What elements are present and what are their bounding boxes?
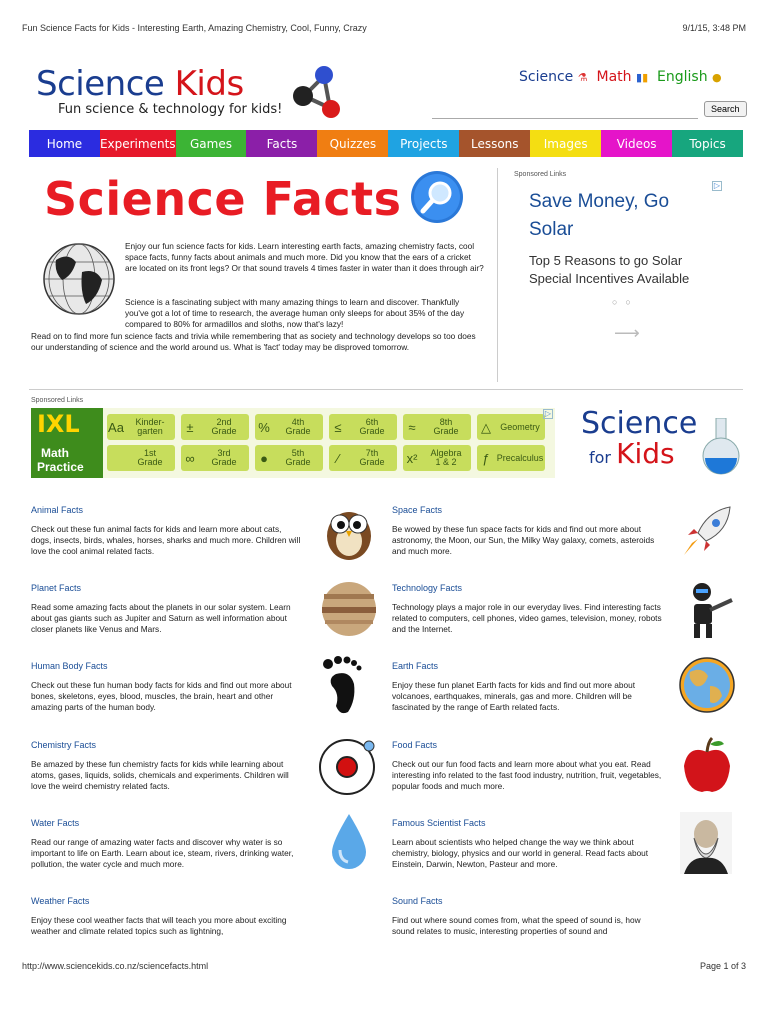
ixl-cell-label bbox=[495, 423, 545, 432]
fact-link-water-facts[interactable]: Water Facts bbox=[31, 818, 80, 828]
ixl-brand-panel bbox=[31, 408, 103, 478]
intro-paragraph-3: Read on to find more fun science facts and trivia while remembering that as society and technology develops so too does our understanding of science and the world around us. What is 'fact' today may be disproved tomorrow. bbox=[31, 331, 476, 353]
ixl-practice-label: Practice bbox=[37, 460, 84, 474]
ixl-banner[interactable] bbox=[31, 408, 555, 478]
section-divider bbox=[29, 389, 743, 390]
nav-quizzes[interactable]: Quizzes bbox=[317, 130, 388, 157]
fact-description: Enjoy these fun planet Earth facts for kids and find out more about volcanoes, earthquakes, minerals, gas and more. Children will be fascinated by the range of Earth related facts. bbox=[392, 680, 636, 712]
ixl-cell[interactable] bbox=[107, 414, 175, 440]
ixl-cell-icon: ± bbox=[186, 419, 194, 435]
earth-icon bbox=[678, 656, 736, 714]
ad-pager-dots[interactable]: ○○ bbox=[612, 297, 639, 307]
fact-description: Be amazed by these fun chemistry facts for kids while learning about atoms, gases, liquids, solids, chemicals and experiments. Children will love the weird chemistry related facts. bbox=[31, 759, 289, 791]
ixl-cell-icon: x² bbox=[406, 450, 418, 466]
page-url: http://www.sciencekids.co.nz/sciencefacts.html bbox=[22, 961, 209, 971]
footprint-icon bbox=[320, 654, 370, 716]
print-timestamp: 9/1/15, 3:48 PM bbox=[682, 23, 746, 33]
fact-description: Read some amazing facts about the planets in our solar system. Learn about gas giants such as Jupiter and Saturn as well information about closer planets like Venus and Mars. bbox=[31, 602, 291, 634]
ixl-cell[interactable] bbox=[181, 445, 249, 471]
fact-link-human-body-facts[interactable]: Human Body Facts bbox=[31, 661, 108, 671]
bee-icon: ● bbox=[712, 71, 722, 84]
nav-lessons[interactable]: Lessons bbox=[459, 130, 530, 157]
ixl-cell-label-line-1: 8th bbox=[439, 417, 453, 427]
search-input[interactable] bbox=[432, 100, 698, 119]
ad-line-1: Top 5 Reasons to go Solar bbox=[529, 253, 683, 268]
fact-link-food-facts[interactable]: Food Facts bbox=[392, 740, 438, 750]
ixl-cell-label-line-2: Grade bbox=[211, 457, 237, 467]
ixl-sponsored-label: Sponsored Links bbox=[31, 397, 84, 404]
ixl-cell-icon: ∞ bbox=[185, 450, 195, 466]
ixl-cell-label-line-2: Grade bbox=[433, 426, 459, 436]
ixl-cell[interactable] bbox=[255, 414, 323, 440]
ixl-cell-label-line-1: Kinder- bbox=[135, 417, 165, 427]
globe-icon bbox=[42, 242, 116, 316]
ixl-cell[interactable] bbox=[329, 414, 397, 440]
ixl-cell-icon: △ bbox=[481, 419, 491, 435]
molecule-logo-icon bbox=[288, 64, 344, 122]
logo-tagline: Fun science & technology for kids! bbox=[58, 102, 283, 117]
browser-title: Fun Science Facts for Kids - Interesting Earth, Amazing Chemistry, Cool, Funny, Crazy bbox=[22, 23, 367, 33]
fact-description: Check out these fun human body facts for kids and find out more about bones, skeletons, eyes, blood, muscles, the brain, heart and other amazing parts of the human body. bbox=[31, 680, 292, 712]
nav-facts[interactable]: Facts bbox=[246, 130, 317, 157]
adchoices-icon[interactable]: ▷ bbox=[713, 181, 721, 190]
owl-icon bbox=[320, 503, 378, 561]
nav-experiments[interactable]: Experiments bbox=[100, 130, 176, 157]
fact-link-chemistry-facts[interactable]: Chemistry Facts bbox=[31, 740, 97, 750]
ixl-cell-icon: ≈ bbox=[408, 419, 416, 435]
top-link-science[interactable]: Science bbox=[519, 69, 574, 85]
ad-headline-1: Save Money, Go bbox=[529, 191, 670, 212]
intro-paragraph-2: Science is a fascinating subject with many amazing things to learn and discover. Thankfully you've got a lot of time to research, the average human only sleeps for about 35% of the day compared to 80% for armadillos and sloths, now that's lazy! bbox=[125, 297, 465, 330]
ixl-cell[interactable] bbox=[181, 414, 249, 440]
ad-line-2: Special Incentives Available bbox=[529, 271, 690, 286]
nav-games[interactable]: Games bbox=[176, 130, 247, 157]
ixl-cell-icon: ● bbox=[260, 450, 268, 466]
ad-headline-2: Solar bbox=[529, 219, 574, 240]
water-drop-icon bbox=[326, 812, 372, 872]
top-links bbox=[519, 69, 722, 85]
ixl-cell-label-line-1: 6th bbox=[365, 417, 379, 427]
fact-description: Be wowed by these fun space facts for kids and find out more about astronomy, the Moon, our Sun, the Milky Way galaxy, comets, asteroids and much more. bbox=[392, 524, 655, 556]
ixl-cell[interactable] bbox=[403, 414, 471, 440]
fact-description: Check out our fun food facts and learn more about what you eat. Read interesting info related to the fast food industry, nutrition, fruit, vegetables, popular foods and much more. bbox=[392, 759, 662, 791]
solar-ad[interactable] bbox=[529, 188, 749, 288]
ixl-cell-label-line-2: Grade bbox=[359, 457, 385, 467]
apple-icon bbox=[680, 736, 734, 796]
fact-link-sound-facts[interactable]: Sound Facts bbox=[392, 896, 443, 906]
fact-description: Learn about scientists who helped change the way we think about chemistry, biology, physics and our world in general. Read facts about Einstein, Darwin, Newton, Pasteur and more. bbox=[392, 837, 649, 869]
page-number: Page 1 of 3 bbox=[699, 961, 746, 971]
top-link-english[interactable]: English bbox=[657, 69, 708, 85]
ixl-cell-label-line-1: 7th bbox=[365, 448, 379, 458]
fact-link-technology-facts[interactable]: Technology Facts bbox=[392, 583, 463, 593]
fact-link-space-facts[interactable]: Space Facts bbox=[392, 505, 443, 515]
fact-link-famous-scientist-facts[interactable]: Famous Scientist Facts bbox=[392, 818, 486, 828]
ixl-cell-label bbox=[273, 449, 323, 467]
ixl-cell-label-line-2: 1 & 2 bbox=[435, 457, 457, 467]
page-title: Science Facts bbox=[44, 172, 402, 226]
column-divider bbox=[497, 168, 498, 382]
side-logo-word-science: Science bbox=[581, 406, 698, 441]
ixl-cell-icon: % bbox=[258, 419, 270, 435]
ixl-cell-label-line-2: Grade bbox=[285, 426, 311, 436]
nav-videos[interactable]: Videos bbox=[601, 130, 672, 157]
top-link-math[interactable]: Math bbox=[596, 69, 632, 85]
fact-description: Check out these fun animal facts for kids and learn more about cats, dogs, insects, birds, whales, horses, sharks and much more. Children will love the cool animal related facts. bbox=[31, 524, 301, 556]
intro-paragraph-1: Enjoy our fun science facts for kids. Learn interesting earth facts, amazing chemistry facts, cool space facts, funny facts about animals and much more. Did you know that the ears of a cricket are located on its front legs? Or that sound travels 4 times faster in water than it does through air? bbox=[125, 241, 484, 274]
ixl-cell-label-line-1: Algebra bbox=[430, 448, 462, 458]
magnifier-icon bbox=[410, 170, 464, 224]
ixl-cell-label bbox=[125, 418, 175, 436]
ixl-cell-icon: ƒ bbox=[482, 450, 490, 466]
scientist-portrait-icon bbox=[680, 812, 732, 874]
site-logo[interactable] bbox=[36, 64, 282, 117]
nav-images[interactable]: Images bbox=[530, 130, 601, 157]
ixl-cell-label-line-1: Precalculus bbox=[496, 452, 544, 463]
main-nav bbox=[29, 130, 743, 157]
nav-topics[interactable]: Topics bbox=[672, 130, 743, 157]
fact-description: Find out where sound comes from, what the speed of sound is, how sound relates to music, interesting properties of sound and bbox=[392, 915, 641, 936]
ixl-cell-label-line-2: garten bbox=[137, 426, 163, 436]
ixl-cell-label-line-2: Grade bbox=[285, 457, 311, 467]
ixl-math-label: Math bbox=[41, 446, 69, 460]
ixl-cell-label bbox=[199, 449, 249, 467]
ixl-cell-label bbox=[347, 418, 397, 436]
ixl-cell-label-line-1: 5th bbox=[291, 448, 305, 458]
sponsored-label: Sponsored Links bbox=[514, 171, 567, 178]
ixl-cell-label-line-2: Grade bbox=[359, 426, 385, 436]
ixl-cell-label-line-1: 3rd bbox=[217, 448, 231, 458]
atom-icon bbox=[318, 736, 380, 798]
ixl-cell-label bbox=[421, 418, 471, 436]
ixl-cell[interactable] bbox=[329, 445, 397, 471]
fact-description: Technology plays a major role in our everyday lives. Find interesting facts related to computers, cell phones, video games, television, money, robots and the Internet. bbox=[392, 602, 662, 634]
jupiter-icon bbox=[320, 580, 378, 638]
ixl-cell-label bbox=[199, 418, 249, 436]
math-icon: ▮▮ bbox=[636, 71, 649, 84]
fact-description: Read our range of amazing water facts and discover why water is so important to life on Earth. Learn about ice, steam, rivers, drinking water, pollution, the water cycle and much more. bbox=[31, 837, 294, 869]
ixl-cell-label-line-2: Grade bbox=[211, 426, 237, 436]
ixl-cell-label-line-1: 4th bbox=[291, 417, 305, 427]
ixl-cell-label-line-2: Grade bbox=[137, 457, 163, 467]
fact-link-earth-facts[interactable]: Earth Facts bbox=[392, 661, 439, 671]
ixl-cell[interactable] bbox=[107, 445, 175, 471]
ixl-cell-icon: Aa bbox=[108, 419, 124, 435]
fact-description: Enjoy these cool weather facts that will teach you more about exciting weather and climate related topics such as lightning, bbox=[31, 915, 287, 936]
flask-icon bbox=[700, 418, 742, 476]
ixl-cell[interactable] bbox=[477, 445, 545, 471]
science-for-kids-logo[interactable] bbox=[581, 408, 697, 472]
ixl-logo: IXL bbox=[37, 410, 80, 438]
science-icon: ⚗ bbox=[577, 71, 588, 84]
ixl-cell-label-line-1: Geometry bbox=[500, 421, 540, 432]
side-logo-line-2: for Kids bbox=[589, 437, 675, 470]
nav-projects[interactable]: Projects bbox=[388, 130, 459, 157]
ixl-cell-label-line-1: 2nd bbox=[216, 417, 232, 427]
search-button[interactable]: Search bbox=[704, 101, 747, 117]
ixl-cell[interactable] bbox=[477, 414, 545, 440]
ad-next-arrow-icon[interactable]: ⟶ bbox=[614, 323, 640, 343]
ixl-cell-label bbox=[495, 454, 545, 463]
ixl-cell-label bbox=[421, 449, 471, 467]
ixl-cell-icon: ∕ bbox=[336, 450, 340, 466]
fact-link-weather-facts[interactable]: Weather Facts bbox=[31, 896, 90, 906]
fact-link-planet-facts[interactable]: Planet Facts bbox=[31, 583, 82, 593]
ixl-cell-icon: ≤ bbox=[334, 419, 342, 435]
nav-home[interactable]: Home bbox=[29, 130, 100, 157]
ixl-cell-label bbox=[125, 449, 175, 467]
ixl-adchoices-icon[interactable]: ▷ bbox=[544, 409, 552, 418]
ixl-cell[interactable] bbox=[403, 445, 471, 471]
rocket-icon bbox=[678, 503, 736, 561]
ixl-cell-label bbox=[273, 418, 323, 436]
logo-wordmark: Science Kids bbox=[36, 64, 244, 104]
fact-link-animal-facts[interactable]: Animal Facts bbox=[31, 505, 84, 515]
ixl-cell[interactable] bbox=[255, 445, 323, 471]
robot-icon bbox=[680, 580, 736, 640]
ixl-cell-label bbox=[347, 449, 397, 467]
ixl-cell-label-line-1: 1st bbox=[143, 448, 156, 458]
